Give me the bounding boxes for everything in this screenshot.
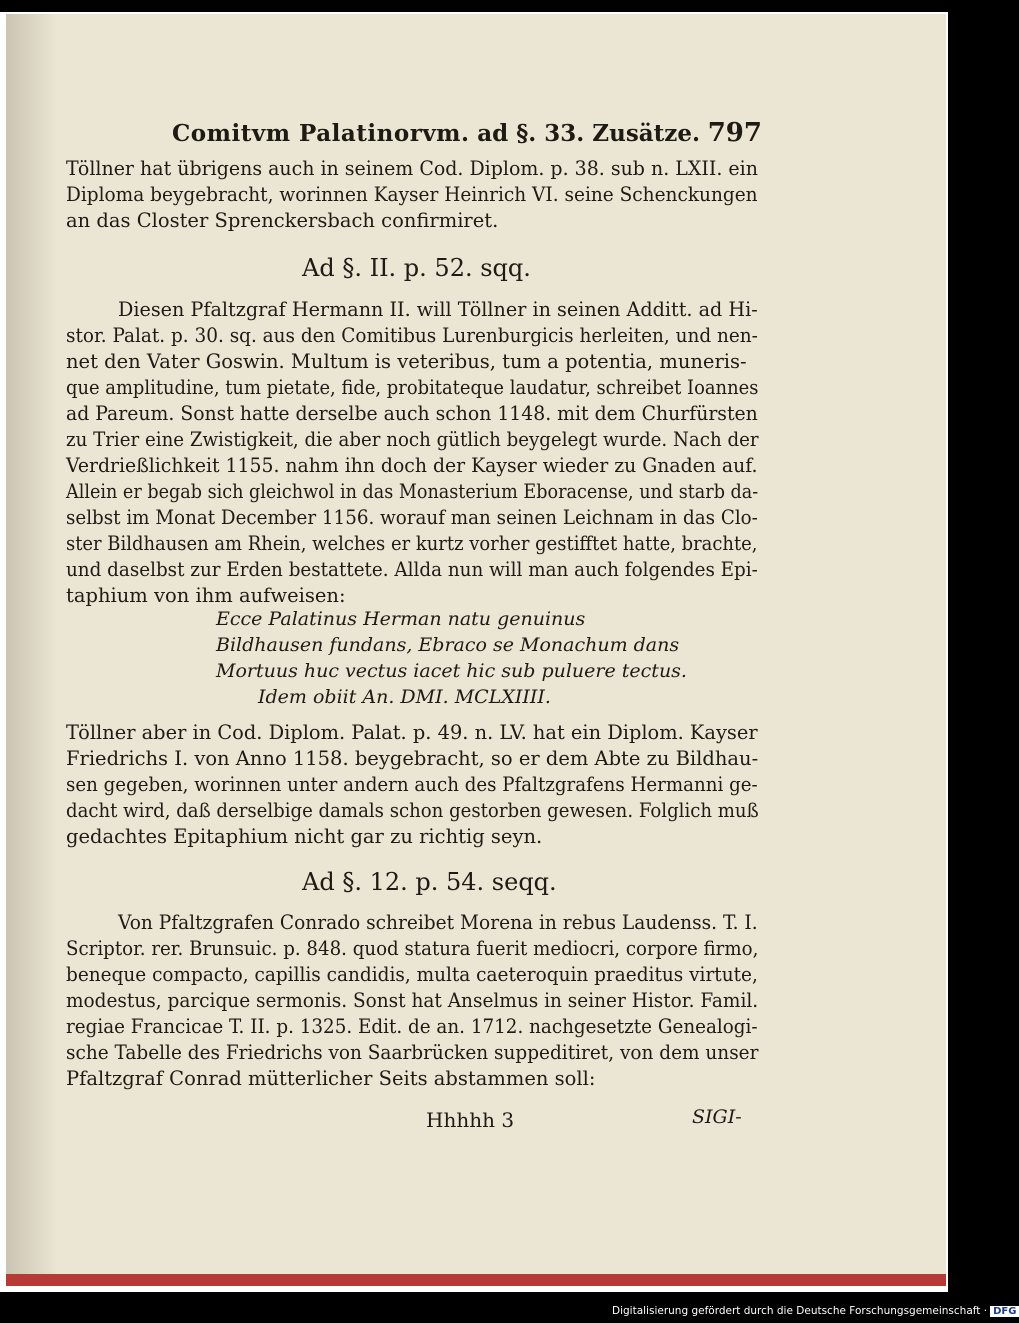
dfg-logo: DFG xyxy=(990,1306,1019,1317)
text-line: Pfaltzgraf Conrad mütterlicher Seits abstammen soll: xyxy=(66,1067,596,1090)
text-line: selbst im Monat December 1156. worauf man seinen Leichnam in das Clo- xyxy=(66,506,758,529)
text-line: und daselbst zur Erden bestattete. Allda nun will man auch folgendes Epi- xyxy=(66,558,758,581)
text-line: gedachtes Epitaphium nicht gar zu richtig seyn. xyxy=(66,825,543,848)
catchword: SIGI- xyxy=(692,1106,742,1128)
text-line: Scriptor. rer. Brunsuic. p. 848. quod statura fuerit mediocri, corpore firmo, xyxy=(66,937,759,960)
verse-line: Ecce Palatinus Herman natu genuinus xyxy=(216,608,586,630)
verse-line: Mortuus huc vectus iacet hic sub puluere tectus. xyxy=(216,660,687,682)
text-line: ster Bildhausen am Rhein, welches er kurtz vorher gestifftet hatte, brachte, xyxy=(66,532,758,555)
text-line: Töllner aber in Cod. Diplom. Palat. p. 49. n. LV. hat ein Diplom. Kayser xyxy=(66,721,758,744)
text-line: ad Pareum. Sonst hatte derselbe auch schon 1148. mit dem Churfürsten xyxy=(66,402,758,425)
section-heading: Ad §. II. p. 52. sqq. xyxy=(302,254,531,282)
section-heading: Ad §. 12. p. 54. seqq. xyxy=(302,868,557,896)
page-header xyxy=(172,118,762,148)
digitization-credit xyxy=(612,1305,1017,1317)
text-line: sen gegeben, worinnen unter andern auch des Pfaltzgrafens Hermanni ge- xyxy=(66,773,758,796)
verse-line: Bildhausen fundans, Ebraco se Monachum dans xyxy=(216,634,680,656)
running-head: Comitvm Palatinorvm. xyxy=(172,120,470,147)
text-line: Diesen Pfaltzgraf Hermann II. will Töllner in seinen Additt. ad Hi- xyxy=(118,298,758,321)
text-line: beneque compacto, capillis candidis, multa caeteroquin praeditus virtute, xyxy=(66,963,758,986)
signature-mark: Hhhhh 3 xyxy=(426,1108,515,1132)
text-line: Von Pfaltzgrafen Conrado schreibet Morena in rebus Laudenss. T. I. xyxy=(118,911,758,934)
text-line: regiae Francicae T. II. p. 1325. Edit. de an. 1712. nachgesetzte Genealogi- xyxy=(66,1015,758,1038)
text-line: que amplitudine, tum pietate, fide, probitateque laudatur, schreibet Ioannes xyxy=(66,376,759,399)
text-line: Friedrichs I. von Anno 1158. beygebracht, so er dem Abte zu Bildhau- xyxy=(66,747,759,770)
scan-frame xyxy=(0,12,948,1292)
text-line: Allein er begab sich gleichwol in das Monasterium Eboracense, und starb da- xyxy=(66,480,759,503)
text-line: stor. Palat. p. 30. sq. aus den Comitibus Lurenburgicis herleiten, und nen- xyxy=(66,324,758,347)
section-reference: ad §. 33. Zusätze. xyxy=(477,120,700,147)
page-bottom-edge xyxy=(6,1274,946,1286)
text-line: Verdrießlichkeit 1155. nahm ihn doch der Kayser wieder zu Gnaden auf. xyxy=(66,454,758,477)
page-number: 797 xyxy=(707,118,762,148)
text-line: an das Closter Sprenckersbach confirmiret. xyxy=(66,209,499,232)
text-line: sche Tabelle des Friedrichs von Saarbrücken suppeditiret, von dem unser xyxy=(66,1041,759,1064)
gutter-shadow xyxy=(6,14,58,1286)
credit-text: Digitalisierung gefördert durch die Deutsche Forschungsgemeinschaft · xyxy=(612,1305,988,1317)
text-line: dacht wird, daß derselbige damals schon gestorben gewesen. Folglich muß xyxy=(66,799,759,822)
verse-line: Idem obiit An. DMI. MCLXIIII. xyxy=(258,686,551,708)
text-line: modestus, parcique sermonis. Sonst hat Anselmus in seiner Histor. Famil. xyxy=(66,989,759,1012)
text-line: taphium von ihm aufweisen: xyxy=(66,584,346,607)
text-line: net den Vater Goswin. Multum is veteribus, tum a potentia, muneris- xyxy=(66,350,747,373)
text-line: Töllner hat übrigens auch in seinem Cod. Diplom. p. 38. sub n. LXII. ein xyxy=(66,157,758,180)
text-line: Diploma beygebracht, worinnen Kayser Heinrich VI. seine Schenckungen xyxy=(66,183,758,206)
text-line: zu Trier eine Zwistigkeit, die aber noch gütlich beygelegt wurde. Nach der xyxy=(66,428,759,451)
book-page xyxy=(6,14,946,1286)
